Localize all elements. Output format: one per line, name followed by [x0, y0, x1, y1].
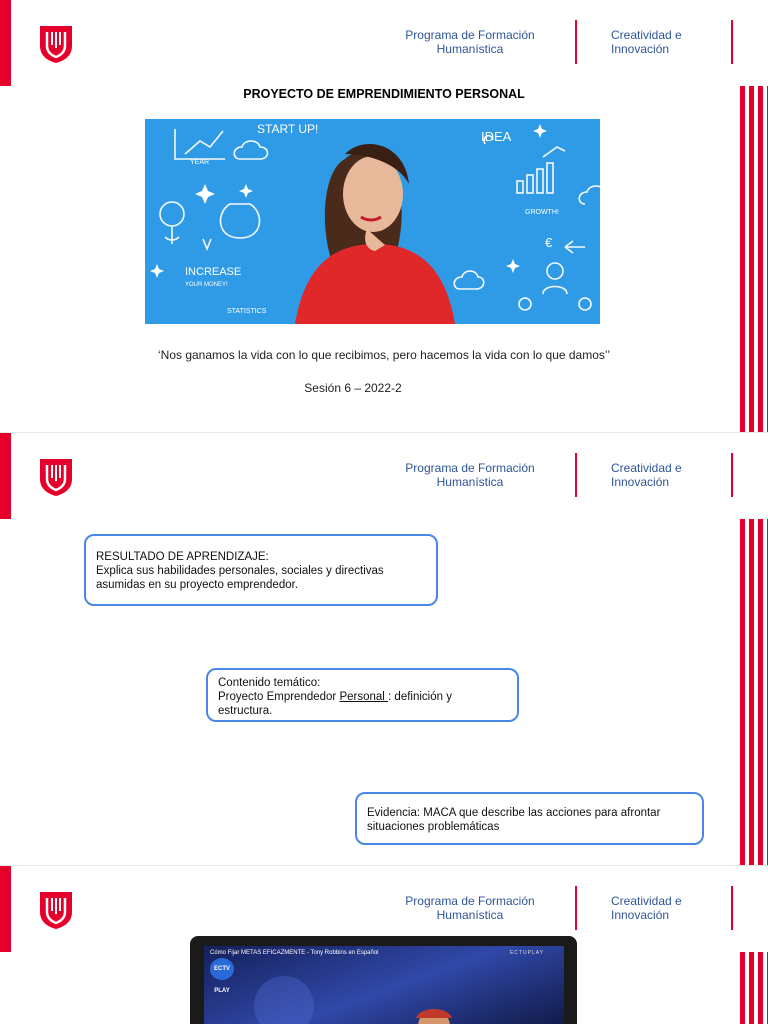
course-line-1: Creatividad e — [611, 894, 682, 908]
program-line-1: Programa de Formación — [405, 894, 535, 908]
laptop-frame — [190, 936, 577, 1024]
program-line-2: Humanística — [436, 42, 504, 56]
university-shield-logo — [38, 24, 74, 64]
slide-1 — [0, 0, 768, 432]
evidence-box — [355, 792, 704, 845]
woman-figure — [295, 144, 455, 324]
learning-outcome-box — [84, 534, 438, 606]
header-divider — [575, 453, 577, 497]
slide-2 — [0, 433, 768, 865]
hero-text-increase: INCREASE — [185, 266, 242, 278]
hero-text-euro: € — [545, 235, 553, 250]
right-stripes-decoration — [740, 952, 768, 1024]
thematic-content-suffix: : definición y — [388, 691, 452, 703]
course-line-2: Innovación — [611, 475, 670, 489]
program-label — [398, 894, 542, 922]
thematic-content-prefix: Proyecto Emprendedor — [218, 691, 340, 703]
university-shield-logo — [38, 457, 74, 497]
thematic-content-box — [206, 668, 519, 722]
header-divider-right — [731, 453, 733, 497]
hero-image — [145, 119, 600, 324]
hero-text-statistics: STATISTICS — [227, 308, 267, 315]
hero-illustration — [145, 119, 600, 324]
program-line-2: Humanística — [436, 908, 504, 922]
learning-outcome-text-1: Explica sus habilidades personales, sociales y directivas — [96, 565, 384, 577]
left-accent-bar — [0, 866, 11, 952]
university-shield-logo — [38, 890, 74, 930]
slide-3 — [0, 866, 768, 1024]
course-line-1: Creatividad e — [611, 461, 682, 475]
course-label — [611, 894, 711, 922]
hero-text-growth: GROWTH! — [525, 209, 559, 216]
header-divider — [575, 886, 577, 930]
header-divider — [575, 20, 577, 64]
course-line-2: Innovación — [611, 42, 670, 56]
thematic-content-line-3: estructura. — [218, 705, 273, 717]
course-label — [611, 28, 711, 56]
video-title: Cómo Fijar METAS EFICAZMENTE - Tony Robbins en Español — [210, 950, 379, 956]
thematic-content-title: Contenido temático: — [218, 677, 321, 689]
hero-text-startup: START UP! — [257, 122, 319, 136]
video-player[interactable] — [204, 946, 564, 1024]
thematic-content-line — [218, 690, 507, 704]
learning-outcome-title: RESULTADO DE APRENDIZAJE: — [96, 551, 269, 563]
header-divider-right — [731, 886, 733, 930]
hero-text-year: YEAR — [190, 159, 210, 166]
channel-name: ECTUPLAY — [509, 950, 544, 956]
left-accent-bar — [0, 0, 11, 86]
program-line-1: Programa de Formación — [405, 28, 535, 42]
header-divider-right — [731, 20, 733, 64]
right-stripes-decoration — [740, 519, 768, 865]
session-label: Sesión 6 – 2022-2 — [304, 381, 402, 395]
channel-logo: ECTV PLAY — [210, 958, 234, 980]
thematic-content-underlined: Personal — [339, 691, 389, 703]
program-label — [398, 28, 542, 56]
course-label — [611, 461, 711, 489]
program-line-1: Programa de Formación — [405, 461, 535, 475]
hero-text-your-money: YOUR MONEY! — [185, 282, 228, 288]
program-line-2: Humanística — [436, 475, 504, 489]
left-accent-bar — [0, 433, 11, 519]
hero-text-idea: IDEA — [481, 129, 512, 144]
program-label — [398, 461, 542, 489]
course-line-1: Creatividad e — [611, 28, 682, 42]
slide-title: PROYECTO DE EMPRENDIMIENTO PERSONAL — [243, 87, 525, 101]
video-frame-illustration — [204, 946, 564, 1024]
right-stripes-decoration — [740, 86, 768, 432]
learning-outcome-text-2: asumidas en su proyecto emprendedor. — [96, 579, 299, 591]
evidence-line-2: situaciones problemáticas — [367, 821, 500, 833]
course-line-2: Innovación — [611, 908, 670, 922]
evidence-line-1: Evidencia: MACA que describe las acciones para afrontar — [367, 807, 661, 819]
quote-text: ‘Nos ganamos la vida con lo que recibimos, pero hacemos la vida con lo que damos’’ — [157, 348, 611, 362]
